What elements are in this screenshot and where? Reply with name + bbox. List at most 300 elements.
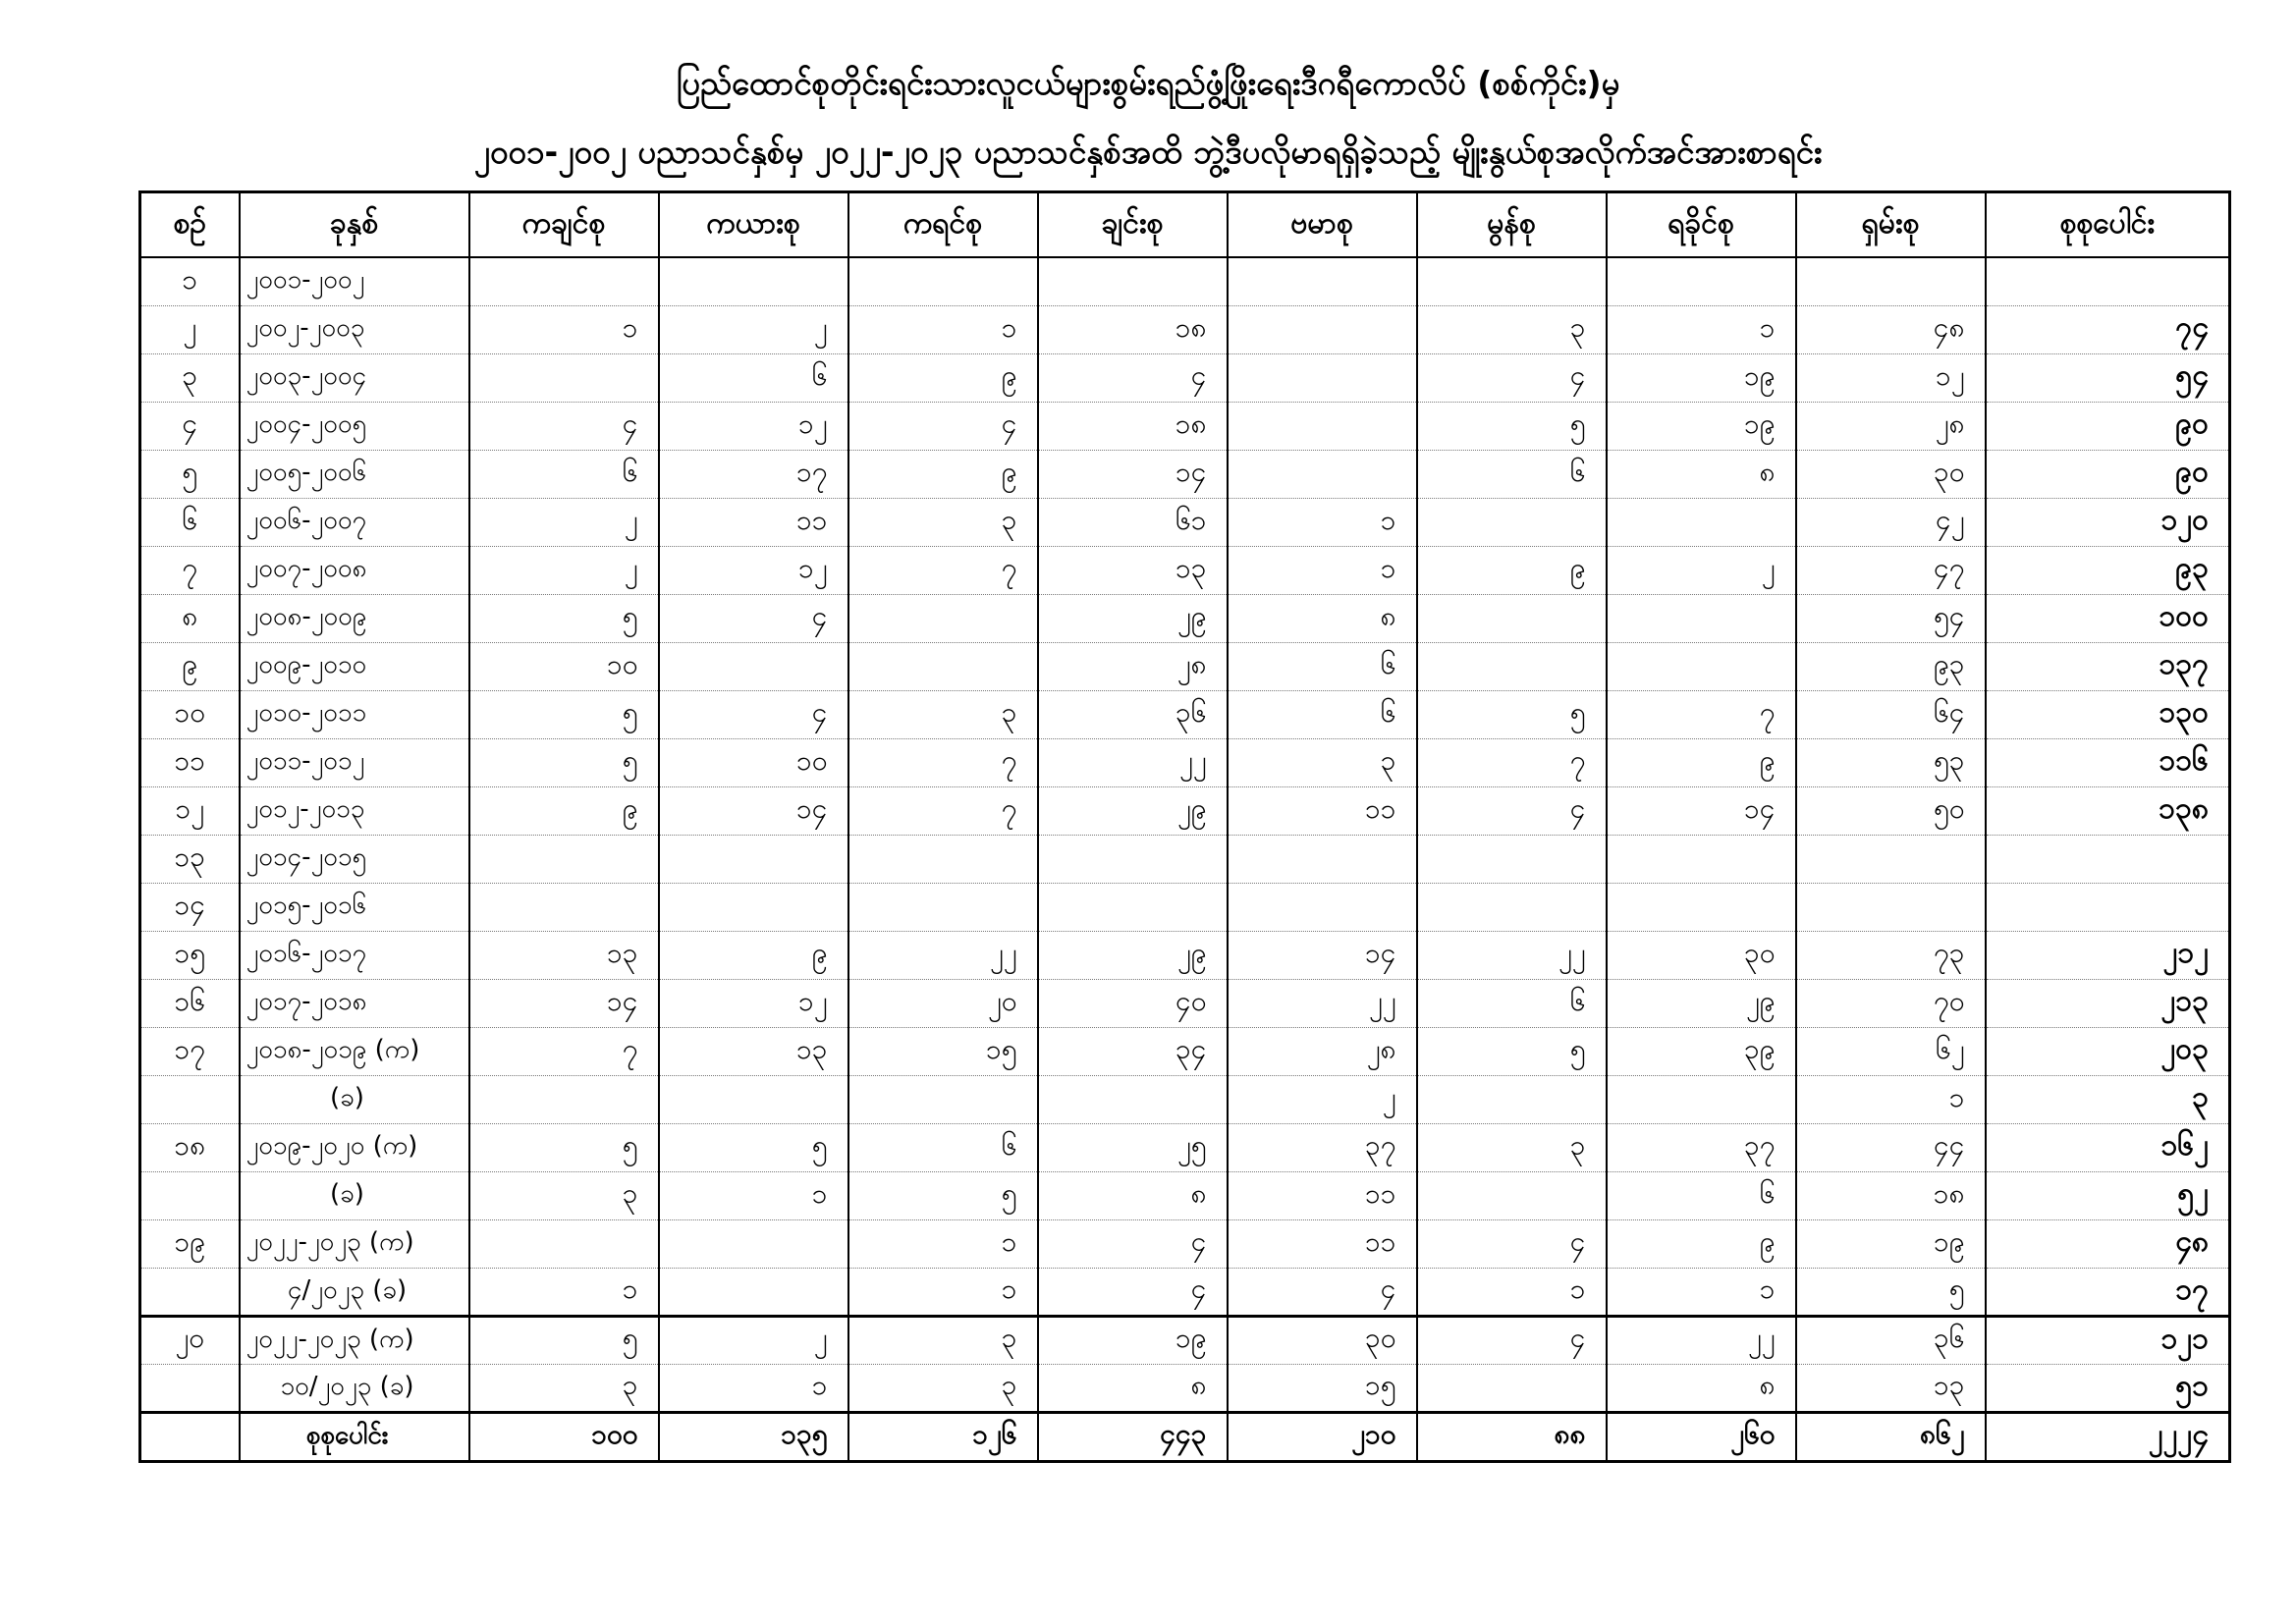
count-cell: ၇: [1417, 738, 1607, 786]
serial-number-cell: ၄: [140, 402, 240, 450]
count-cell: ၄၄: [1796, 1123, 1986, 1171]
count-cell: ၃၀: [1607, 931, 1796, 979]
count-cell: ၁၄: [1228, 931, 1417, 979]
count-cell: ၂၀: [848, 979, 1038, 1027]
count-cell: ၇: [469, 1027, 659, 1075]
count-cell: [1796, 257, 1986, 305]
count-cell: [1417, 1075, 1607, 1123]
title-line-1: ပြည်ထောင်စုတိုင်းရင်းသားလူငယ်များစွမ်းရည်ဖွံ့ဖြိုးရေးဒီဂရီကောလိပ် (စစ်ကိုင်း)မှ: [676, 64, 1620, 102]
column-total-cell: ၈၈: [1417, 1412, 1607, 1461]
count-cell: [1228, 883, 1417, 931]
count-cell: ၂၂: [1417, 931, 1607, 979]
count-cell: ၁၈: [1038, 305, 1228, 353]
count-cell: ၁၉: [1796, 1219, 1986, 1268]
year-cell: ၂၀၁၉-၂၀၂၀ (က): [240, 1123, 469, 1171]
count-cell: [1228, 835, 1417, 883]
serial-number-cell: ၁၉: [140, 1219, 240, 1268]
row-total-cell: ၃: [1986, 1075, 2230, 1123]
count-cell: ၁: [1228, 546, 1417, 594]
count-cell: ၄: [848, 402, 1038, 450]
row-total-cell: [1986, 883, 2230, 931]
year-cell: ၄/၂၀၂၃ (ခ): [240, 1268, 469, 1316]
table-row: [140, 402, 2230, 450]
table-row: [140, 546, 2230, 594]
count-cell: [1417, 498, 1607, 546]
count-cell: ၁၉: [1607, 353, 1796, 402]
column-header: ဗမာစု: [1228, 192, 1417, 258]
table-row: [140, 1268, 2230, 1316]
count-cell: [469, 353, 659, 402]
count-cell: ၆: [469, 450, 659, 498]
column-header: ခုနှစ်: [240, 192, 469, 258]
count-cell: ၃: [1417, 305, 1607, 353]
count-cell: ၈: [1038, 1171, 1228, 1219]
table-row: [140, 498, 2230, 546]
count-cell: ၄၈: [1796, 305, 1986, 353]
count-cell: ၁၇: [659, 450, 848, 498]
count-cell: ၁: [469, 1268, 659, 1316]
column-header: စဉ်: [140, 192, 240, 258]
count-cell: ၄: [1038, 353, 1228, 402]
count-cell: ၂၉: [1038, 594, 1228, 642]
count-cell: [1607, 594, 1796, 642]
row-total-cell: ၉၀: [1986, 402, 2230, 450]
year-cell: ၂၀၁၆-၂၀၁၇: [240, 931, 469, 979]
count-cell: [1607, 1075, 1796, 1123]
count-cell: ၂၅: [1038, 1123, 1228, 1171]
count-cell: [1228, 450, 1417, 498]
year-cell: ၂၀၀၉-၂၀၁၀: [240, 642, 469, 690]
count-cell: ၃၄: [1038, 1027, 1228, 1075]
count-cell: ၂: [659, 1316, 848, 1364]
row-total-cell: [1986, 835, 2230, 883]
count-cell: ၃: [848, 498, 1038, 546]
count-cell: [1796, 883, 1986, 931]
count-cell: [1228, 353, 1417, 402]
count-cell: [1417, 257, 1607, 305]
count-cell: ၉: [848, 353, 1038, 402]
count-cell: ၄၇: [1796, 546, 1986, 594]
count-cell: [469, 883, 659, 931]
serial-number-cell: ၇: [140, 546, 240, 594]
row-total-cell: ၄၈: [1986, 1219, 2230, 1268]
count-cell: ၅: [1417, 402, 1607, 450]
year-cell: ၂၀၀၅-၂၀၀၆: [240, 450, 469, 498]
count-cell: ၆: [659, 353, 848, 402]
table-row: [140, 738, 2230, 786]
count-cell: ၁၂: [1796, 353, 1986, 402]
count-cell: ၂၈: [1796, 402, 1986, 450]
row-total-cell: ၇၄: [1986, 305, 2230, 353]
count-cell: ၁: [1607, 305, 1796, 353]
row-total-cell: ၉၃: [1986, 546, 2230, 594]
count-cell: ၃၆: [1796, 1316, 1986, 1364]
count-cell: [469, 1075, 659, 1123]
table-row: [140, 786, 2230, 835]
count-cell: ၁၅: [1228, 1364, 1417, 1412]
count-cell: ၇: [848, 738, 1038, 786]
count-cell: ၂၉: [1607, 979, 1796, 1027]
title-line-2: ၂၀၀၁-၂၀၀၂ ပညာသင်နှစ်မှ ၂၀၂၂-၂၀၂၃ ပညာသင်နှစ်အထိ ဘွဲ့ဒီပလိုမာရရှိခဲ့သည့် မျိုးနွယ်စုအလိုက်အင်အားစာရင်း: [473, 133, 1823, 171]
count-cell: ၉: [1607, 738, 1796, 786]
count-cell: ၁၁: [659, 498, 848, 546]
count-cell: [1228, 305, 1417, 353]
grand-total-label: စုစုပေါင်း: [240, 1412, 469, 1461]
year-cell: ၂၀၀၂-၂၀၀၃: [240, 305, 469, 353]
count-cell: ၄: [659, 594, 848, 642]
count-cell: [1228, 402, 1417, 450]
count-cell: [659, 1219, 848, 1268]
empty-cell: [140, 1412, 240, 1461]
count-cell: ၃: [848, 690, 1038, 738]
year-cell: ၂၀၀၄-၂၀၀၅: [240, 402, 469, 450]
count-cell: ၁: [659, 1364, 848, 1412]
count-cell: ၂၉: [1038, 931, 1228, 979]
count-cell: ၆: [848, 1123, 1038, 1171]
count-cell: ၃: [469, 1171, 659, 1219]
count-cell: ၆၄: [1796, 690, 1986, 738]
year-cell: ၂၀၀၆-၂၀၀၇: [240, 498, 469, 546]
year-cell: ၂၀၀၁-၂၀၀၂: [240, 257, 469, 305]
count-cell: ၂: [469, 498, 659, 546]
count-cell: ၇: [848, 546, 1038, 594]
count-cell: [1607, 642, 1796, 690]
row-total-cell: ၁၃၇: [1986, 642, 2230, 690]
serial-number-cell: ၃: [140, 353, 240, 402]
count-cell: ၉: [1417, 546, 1607, 594]
tribe-graduates-table: [138, 190, 2231, 1463]
count-cell: ၅၀: [1796, 786, 1986, 835]
count-cell: ၆: [1417, 450, 1607, 498]
count-cell: ၈: [1228, 594, 1417, 642]
count-cell: ၅: [848, 1171, 1038, 1219]
count-cell: ၁၁: [1228, 1171, 1417, 1219]
year-cell: ၂၀၁၅-၂၀၁၆: [240, 883, 469, 931]
row-total-cell: ၂၀၃: [1986, 1027, 2230, 1075]
count-cell: ၁၁: [1228, 786, 1417, 835]
count-cell: ၂၈: [1038, 642, 1228, 690]
count-cell: [659, 883, 848, 931]
column-header: စုစုပေါင်း: [1986, 192, 2230, 258]
count-cell: ၅: [469, 1316, 659, 1364]
year-cell: ၂၀၀၃-၂၀၀၄: [240, 353, 469, 402]
count-cell: ၁၃: [1796, 1364, 1986, 1412]
count-cell: ၄: [469, 402, 659, 450]
count-cell: [1417, 594, 1607, 642]
year-cell: ၂၀၁၄-၂၀၁၅: [240, 835, 469, 883]
count-cell: ၅: [469, 1123, 659, 1171]
count-cell: ၃: [848, 1316, 1038, 1364]
count-cell: ၁၂: [659, 402, 848, 450]
year-cell: ၁၀/၂၀၂၃ (ခ): [240, 1364, 469, 1412]
count-cell: [848, 642, 1038, 690]
count-cell: ၁: [1417, 1268, 1607, 1316]
count-cell: [1038, 1075, 1228, 1123]
serial-number-cell: ၂: [140, 305, 240, 353]
count-cell: ၇: [1607, 690, 1796, 738]
count-cell: ၁: [848, 305, 1038, 353]
count-cell: [1228, 257, 1417, 305]
count-cell: ၂၂: [1607, 1316, 1796, 1364]
column-header: ရခိုင်စု: [1607, 192, 1796, 258]
count-cell: ၁၈: [1038, 402, 1228, 450]
table-row: [140, 979, 2230, 1027]
count-cell: ၆: [1607, 1171, 1796, 1219]
table-row: [140, 1123, 2230, 1171]
row-total-cell: ၉၀: [1986, 450, 2230, 498]
count-cell: [848, 1075, 1038, 1123]
count-cell: [1038, 835, 1228, 883]
year-cell: ၂၀၁၁-၂၀၁၂: [240, 738, 469, 786]
count-cell: ၁: [1228, 498, 1417, 546]
serial-number-cell: ၁: [140, 257, 240, 305]
count-cell: ၄: [1417, 1219, 1607, 1268]
count-cell: [469, 835, 659, 883]
column-total-cell: ၁၃၅: [659, 1412, 848, 1461]
count-cell: ၄၀: [1038, 979, 1228, 1027]
count-cell: ၃၀: [1228, 1316, 1417, 1364]
table-row: [140, 257, 2230, 305]
serial-number-cell: ၁၅: [140, 931, 240, 979]
serial-number-cell: [140, 1364, 240, 1412]
grand-total-row: [140, 1412, 2230, 1461]
column-total-cell: ၄၄၃: [1038, 1412, 1228, 1461]
count-cell: [1607, 498, 1796, 546]
year-cell: (ခ): [240, 1171, 469, 1219]
row-total-cell: ၂၁၂: [1986, 931, 2230, 979]
count-cell: [1796, 835, 1986, 883]
column-header: ကချင်စု: [469, 192, 659, 258]
count-cell: ၉၃: [1796, 642, 1986, 690]
serial-number-cell: ၁၈: [140, 1123, 240, 1171]
table-row: [140, 642, 2230, 690]
serial-number-cell: ၁၆: [140, 979, 240, 1027]
count-cell: ၁: [848, 1268, 1038, 1316]
count-cell: ၂၈: [1228, 1027, 1417, 1075]
row-total-cell: [1986, 257, 2230, 305]
count-cell: ၄: [1228, 1268, 1417, 1316]
count-cell: ၅: [1796, 1268, 1986, 1316]
count-cell: ၄: [1417, 353, 1607, 402]
table-row: [140, 883, 2230, 931]
count-cell: ၃၇: [1228, 1123, 1417, 1171]
count-cell: ၇၃: [1796, 931, 1986, 979]
serial-number-cell: [140, 1268, 240, 1316]
count-cell: ၆၁: [1038, 498, 1228, 546]
count-cell: ၅၃: [1796, 738, 1986, 786]
serial-number-cell: ၂၀: [140, 1316, 240, 1364]
serial-number-cell: ၆: [140, 498, 240, 546]
count-cell: ၆: [1228, 690, 1417, 738]
serial-number-cell: [140, 1075, 240, 1123]
count-cell: [1417, 883, 1607, 931]
count-cell: [1607, 883, 1796, 931]
count-cell: [469, 1219, 659, 1268]
count-cell: ၁၅: [848, 1027, 1038, 1075]
count-cell: ၁၄: [1607, 786, 1796, 835]
count-cell: ၅: [1417, 690, 1607, 738]
row-total-cell: ၁၇: [1986, 1268, 2230, 1316]
count-cell: ၂၂: [1228, 979, 1417, 1027]
count-cell: ၈: [1607, 1364, 1796, 1412]
year-cell: ၂၀၁၀-၂၀၁၁: [240, 690, 469, 738]
count-cell: ၁၂: [659, 546, 848, 594]
count-cell: ၂၂: [848, 931, 1038, 979]
count-cell: ၁၀: [659, 738, 848, 786]
row-total-cell: ၅၁: [1986, 1364, 2230, 1412]
count-cell: [1038, 257, 1228, 305]
table-row: [140, 690, 2230, 738]
count-cell: ၉: [1607, 1219, 1796, 1268]
count-cell: ၆: [1228, 642, 1417, 690]
count-cell: ၂၂: [1038, 738, 1228, 786]
table-row: [140, 1027, 2230, 1075]
count-cell: [1417, 1364, 1607, 1412]
table-row: [140, 931, 2230, 979]
count-cell: ၂: [1607, 546, 1796, 594]
count-cell: ၃: [1417, 1123, 1607, 1171]
serial-number-cell: ၁၃: [140, 835, 240, 883]
count-cell: ၅: [469, 738, 659, 786]
serial-number-cell: ၁၂: [140, 786, 240, 835]
column-header: ချင်းစု: [1038, 192, 1228, 258]
count-cell: [1417, 642, 1607, 690]
serial-number-cell: ၉: [140, 642, 240, 690]
column-header: ကယားစု: [659, 192, 848, 258]
count-cell: [1038, 883, 1228, 931]
count-cell: ၃: [848, 1364, 1038, 1412]
year-cell: ၂၀၀၈-၂၀၀၉: [240, 594, 469, 642]
table-row: [140, 594, 2230, 642]
serial-number-cell: ၁၄: [140, 883, 240, 931]
column-total-cell: ၈၆၂: [1796, 1412, 1986, 1461]
serial-number-cell: ၁၀: [140, 690, 240, 738]
count-cell: ၉: [848, 450, 1038, 498]
row-total-cell: ၁၆၂: [1986, 1123, 2230, 1171]
count-cell: ၃: [1228, 738, 1417, 786]
serial-number-cell: ၁၇: [140, 1027, 240, 1075]
row-total-cell: ၅၄: [1986, 353, 2230, 402]
count-cell: ၃၆: [1038, 690, 1228, 738]
column-header: မွန်စု: [1417, 192, 1607, 258]
count-cell: ၂: [1228, 1075, 1417, 1123]
count-cell: ၁၄: [659, 786, 848, 835]
serial-number-cell: ၈: [140, 594, 240, 642]
serial-number-cell: ၁၁: [140, 738, 240, 786]
count-cell: ၁၁: [1228, 1219, 1417, 1268]
count-cell: ၅: [659, 1123, 848, 1171]
count-cell: [848, 594, 1038, 642]
count-cell: [659, 1268, 848, 1316]
count-cell: [659, 642, 848, 690]
table-row: [140, 353, 2230, 402]
count-cell: ၄၂: [1796, 498, 1986, 546]
count-cell: ၃: [469, 1364, 659, 1412]
count-cell: ၆၂: [1796, 1027, 1986, 1075]
year-cell: (ခ): [240, 1075, 469, 1123]
count-cell: ၁၈: [1796, 1171, 1986, 1219]
count-cell: ၁: [659, 1171, 848, 1219]
count-cell: [1417, 1171, 1607, 1219]
row-total-cell: ၂၁၃: [1986, 979, 2230, 1027]
count-cell: ၈: [1607, 450, 1796, 498]
count-cell: [1607, 835, 1796, 883]
count-cell: ၅: [469, 690, 659, 738]
serial-number-cell: ၅: [140, 450, 240, 498]
count-cell: ၁: [848, 1219, 1038, 1268]
count-cell: [1607, 257, 1796, 305]
column-total-cell: ၂၂၂၄: [1986, 1412, 2230, 1461]
count-cell: [659, 257, 848, 305]
count-cell: ၇: [848, 786, 1038, 835]
year-cell: ၂၀၁၂-၂၀၁၃: [240, 786, 469, 835]
count-cell: [659, 835, 848, 883]
count-cell: ၁၃: [469, 931, 659, 979]
count-cell: [469, 257, 659, 305]
count-cell: ၅၄: [1796, 594, 1986, 642]
table-row: [140, 305, 2230, 353]
count-cell: ၃၇: [1607, 1123, 1796, 1171]
count-cell: [1417, 835, 1607, 883]
row-total-cell: ၁၀၀: [1986, 594, 2230, 642]
column-total-cell: ၁၀၀: [469, 1412, 659, 1461]
table-row: [140, 1364, 2230, 1412]
row-total-cell: ၁၁၆: [1986, 738, 2230, 786]
row-total-cell: ၁၃၈: [1986, 786, 2230, 835]
count-cell: [848, 257, 1038, 305]
column-total-cell: ၂၁၀: [1228, 1412, 1417, 1461]
count-cell: ၂: [659, 305, 848, 353]
row-total-cell: ၁၃၀: [1986, 690, 2230, 738]
table-row: [140, 1219, 2230, 1268]
table-row: [140, 1075, 2230, 1123]
count-cell: ၅: [469, 594, 659, 642]
count-cell: ၃၉: [1607, 1027, 1796, 1075]
count-cell: ၁၀: [469, 642, 659, 690]
count-cell: ၉: [659, 931, 848, 979]
count-cell: [659, 1075, 848, 1123]
column-header: ကရင်စု: [848, 192, 1038, 258]
count-cell: ၄: [1038, 1219, 1228, 1268]
header-row: [140, 192, 2230, 258]
year-cell: ၂၀၁၇-၂၀၁၈: [240, 979, 469, 1027]
row-total-cell: ၁၂၀: [1986, 498, 2230, 546]
count-cell: ၆: [1417, 979, 1607, 1027]
year-cell: ၂၀၂၂-၂၀၂၃ (က): [240, 1219, 469, 1268]
count-cell: ၂၉: [1038, 786, 1228, 835]
row-total-cell: ၁၂၁: [1986, 1316, 2230, 1364]
column-header: ရှမ်းစု: [1796, 192, 1986, 258]
count-cell: ၁၃: [1038, 546, 1228, 594]
count-cell: ၁၄: [469, 979, 659, 1027]
count-cell: ၁၉: [1607, 402, 1796, 450]
count-cell: ၁: [1607, 1268, 1796, 1316]
count-cell: ၇၀: [1796, 979, 1986, 1027]
count-cell: ၁: [1796, 1075, 1986, 1123]
count-cell: ၁၉: [1038, 1316, 1228, 1364]
count-cell: ၄: [1417, 1316, 1607, 1364]
count-cell: ၁: [469, 305, 659, 353]
count-cell: ၃၀: [1796, 450, 1986, 498]
year-cell: ၂၀၀၇-၂၀၀၈: [240, 546, 469, 594]
count-cell: ၁၄: [1038, 450, 1228, 498]
row-total-cell: ၅၂: [1986, 1171, 2230, 1219]
count-cell: ၂: [469, 546, 659, 594]
year-cell: ၂၀၂၂-၂၀၂၃ (က): [240, 1316, 469, 1364]
count-cell: ၄: [1038, 1268, 1228, 1316]
count-cell: ၄: [659, 690, 848, 738]
table-row: [140, 450, 2230, 498]
